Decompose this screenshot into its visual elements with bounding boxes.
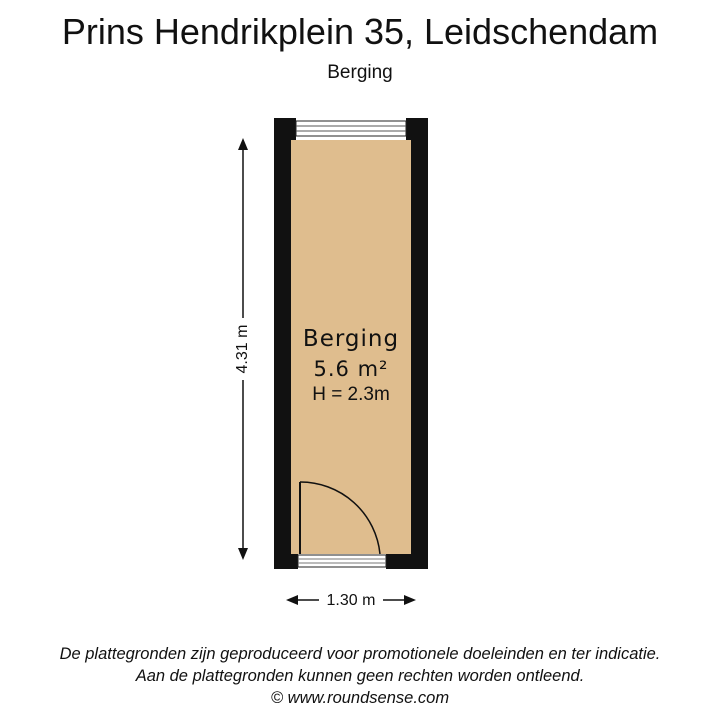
wall-top-left — [274, 118, 296, 140]
dimension-width-label: 1.30 m — [326, 592, 376, 610]
disclaimer — [0, 643, 720, 709]
disclaimer-line-2: Aan de plattegronden kunnen geen rechten worden ontleend. — [135, 667, 585, 685]
wall-top-right — [406, 118, 428, 140]
wall-left — [274, 118, 291, 569]
room-name: Berging — [302, 326, 400, 352]
room-area: 5.6 m² — [313, 357, 389, 381]
door-sill — [298, 555, 386, 567]
room-height: H = 2.3m — [312, 384, 390, 405]
wall-right — [411, 118, 428, 569]
wall-bottom-right — [386, 554, 428, 569]
floor-name: Berging — [327, 62, 393, 83]
wall-bottom-left — [274, 554, 298, 569]
copyright: © www.roundsense.com — [270, 689, 450, 707]
page-title: Prins Hendrikplein 35, Leidschendam — [61, 11, 659, 52]
dimension-length-label: 4.31 m — [234, 324, 252, 374]
window-top — [296, 121, 406, 136]
disclaimer-line-1: De plattegronden zijn geproduceerd voor promotionele doeleinden en ter indicatie. — [59, 645, 661, 663]
